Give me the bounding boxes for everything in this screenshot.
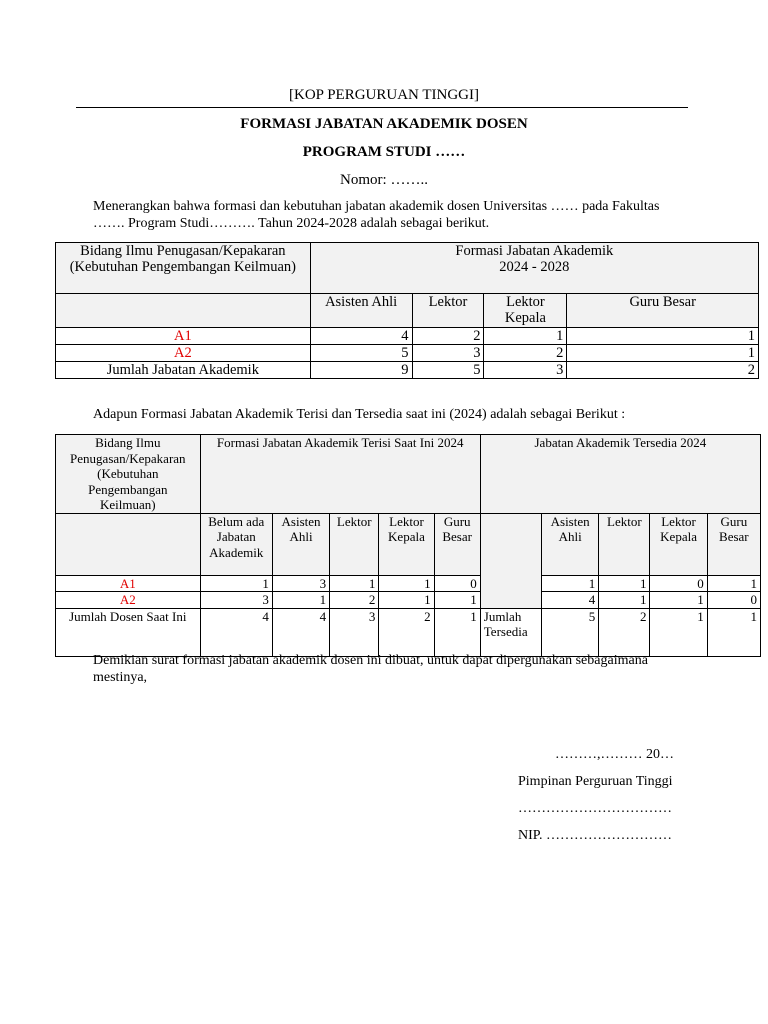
cell: 1 [542, 575, 599, 592]
nomor: Nomor: …….. [340, 172, 428, 188]
cell: 1 [484, 328, 567, 345]
row-label: A2 [56, 345, 311, 362]
col-header: Lektor Kepala [484, 294, 567, 328]
document-title: FORMASI JABATAN AKADEMIK DOSEN [240, 116, 528, 132]
cell: 1 [650, 608, 707, 656]
blank-header-cell [56, 294, 311, 328]
col-header: Guru Besar [707, 513, 760, 575]
intro-line-1: Menerangkan bahwa formasi dan kebutuhan jabatan akademik dosen Universitas …… pada Fakultas [93, 199, 660, 214]
formasi-columns-row [56, 294, 759, 328]
row-label: Jumlah Jabatan Akademik [56, 362, 311, 379]
cell: 0 [707, 592, 760, 609]
field-header [56, 243, 311, 294]
mid-text: Adapun Formasi Jabatan Akademik Terisi dan Tersedia saat ini (2024) adalah sebagai Berikut : [93, 407, 626, 422]
col-header: Guru Besar [567, 294, 759, 328]
tersedia-header: Jabatan Akademik Tersedia 2024 [480, 435, 760, 514]
blank-tersedia-cell [480, 513, 541, 608]
cell: 3 [484, 362, 567, 379]
field-header: Bidang Ilmu Penugasan/Kepakaran (Kebutuhan Pengembangan Keilmuan) [56, 435, 201, 514]
cell: 4 [272, 608, 329, 656]
col-header: Lektor Kepala [379, 513, 434, 575]
table-row [56, 592, 761, 609]
col-header: Lektor [330, 513, 379, 575]
cell: 2 [567, 362, 759, 379]
table-total-row [56, 608, 761, 656]
formasi-header-line2: 2024 - 2028 [499, 259, 570, 275]
cell: 3 [412, 345, 484, 362]
cell: 1 [272, 592, 329, 609]
field-header-line1: Bidang Ilmu Penugasan/Kepakaran [80, 243, 286, 259]
signature-nip: NIP. ……………………… [518, 828, 673, 843]
terisi-tersedia-table [55, 434, 761, 657]
signature-role: Pimpinan Perguruan Tinggi [518, 774, 673, 789]
cell: 1 [599, 592, 650, 609]
cell: 3 [272, 575, 329, 592]
table-row [56, 328, 759, 345]
cell: 4 [542, 592, 599, 609]
cell: 1 [707, 608, 760, 656]
field-header-line2: (Kebutuhan Pengembangan Keilmuan) [69, 259, 296, 275]
header-rule [76, 107, 688, 108]
cell: 1 [567, 328, 759, 345]
cell: 2 [484, 345, 567, 362]
cell: 4 [310, 328, 412, 345]
formasi-table [55, 242, 759, 379]
terisi-header: Formasi Jabatan Akademik Terisi Saat Ini 2024 [200, 435, 480, 514]
cell: 2 [412, 328, 484, 345]
row-label: A2 [56, 592, 201, 609]
program-studi: PROGRAM STUDI …… [302, 144, 466, 160]
row-label: A1 [56, 328, 311, 345]
table-row [56, 575, 761, 592]
formasi-header-row [56, 243, 759, 294]
blank-header-cell [56, 513, 201, 575]
closing-line-1: Demikian surat formasi jabatan akademik dosen ini dibuat, untuk dapat dipergunakan sebagaimana [93, 653, 648, 668]
kop-text: [KOP PERGURUAN TINGGI] [289, 87, 479, 103]
cell: 0 [434, 575, 480, 592]
cell: 5 [310, 345, 412, 362]
col-header: Guru Besar [434, 513, 480, 575]
cell: 3 [200, 592, 272, 609]
cell: 5 [412, 362, 484, 379]
cell: 4 [200, 608, 272, 656]
cell: 2 [379, 608, 434, 656]
cell: 1 [379, 592, 434, 609]
cell: 1 [599, 575, 650, 592]
col-header: Belum ada Jabatan Akademik [200, 513, 272, 575]
col-header: Lektor [599, 513, 650, 575]
cell: 1 [330, 575, 379, 592]
cell: 1 [650, 592, 707, 609]
signature-name-line: …………………………… [518, 801, 672, 816]
jumlah-tersedia-label: Jumlah Tersedia [480, 608, 541, 656]
table2-header-row [56, 435, 761, 514]
table2-columns-row [56, 513, 761, 575]
col-header: Asisten Ahli [272, 513, 329, 575]
cell: 1 [434, 592, 480, 609]
cell: 5 [542, 608, 599, 656]
table-total-row [56, 362, 759, 379]
intro-line-2: ……. Program Studi………. Tahun 2024-2028 adalah sebagai berikut. [93, 216, 490, 231]
cell: 3 [330, 608, 379, 656]
cell: 9 [310, 362, 412, 379]
col-header: Asisten Ahli [310, 294, 412, 328]
col-header: Lektor Kepala [650, 513, 707, 575]
closing-line-2: mestinya, [93, 670, 148, 685]
col-header: Asisten Ahli [542, 513, 599, 575]
cell: 1 [707, 575, 760, 592]
cell: 1 [434, 608, 480, 656]
cell: 1 [379, 575, 434, 592]
formasi-header-line1: Formasi Jabatan Akademik [455, 243, 614, 259]
formasi-header [310, 243, 758, 294]
signature-date: ………,……… 20… [555, 747, 674, 762]
row-label: A1 [56, 575, 201, 592]
col-header: Lektor [412, 294, 484, 328]
cell: 2 [599, 608, 650, 656]
row-label: Jumlah Dosen Saat Ini [56, 608, 201, 656]
cell: 1 [567, 345, 759, 362]
cell: 2 [330, 592, 379, 609]
cell: 0 [650, 575, 707, 592]
cell: 1 [200, 575, 272, 592]
table-row [56, 345, 759, 362]
